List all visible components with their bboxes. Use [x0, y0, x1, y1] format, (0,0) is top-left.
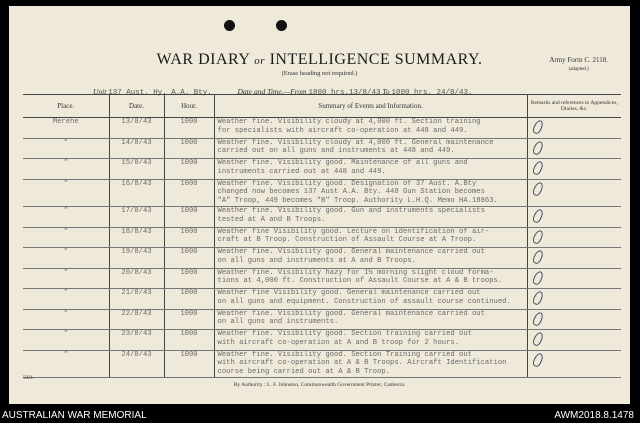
army-form-label: Army Form C. 2118. (adapted.) — [549, 56, 608, 72]
table-row — [23, 159, 621, 180]
place-cell: Merehe — [23, 118, 109, 139]
hour-cell: 1000 — [164, 289, 214, 310]
unit-line: Unit 137 Aust. Hy. A.A. Bty. Date and Time.—From 1800 hrs.13/8/43 To 1000 hrs. 24/8/43. — [93, 87, 473, 97]
table-row — [23, 309, 621, 330]
printer-footer: By Authority : L. F. Johnston, Commonwealth Government Printer, Canberra. — [233, 382, 406, 388]
check-mark-icon — [531, 180, 544, 196]
place-cell: " — [23, 350, 109, 378]
date-cell: 22/8/43 — [109, 309, 164, 330]
date-cell: 20/8/43 — [109, 268, 164, 289]
summary-cell: Weather fine. Visibility hazy for 1½ morning slight cloud forma- tions at 4,000 ft. Construction of Assault Course at A & B troops. — [214, 268, 527, 289]
col-header-hour: Hour. — [164, 95, 214, 118]
hour-cell: 1000 — [164, 309, 214, 330]
date-cell: 24/8/43 — [109, 350, 164, 378]
table-row — [23, 118, 621, 139]
place-cell: " — [23, 289, 109, 310]
summary-cell: Weather fine Visibility good. Lecture on identification of air- craft at B Troop. Construction of Assault Course at A Troop. — [214, 227, 527, 248]
header-row — [23, 95, 621, 118]
date-cell: 23/8/43 — [109, 330, 164, 351]
check-mark-icon — [531, 290, 544, 306]
date-cell: 15/8/43 — [109, 159, 164, 180]
date-cell: 21/8/43 — [109, 289, 164, 310]
hour-cell: 1000 — [164, 330, 214, 351]
archive-id: AWM2018.8.1478 — [554, 410, 634, 421]
date-cell: 14/8/43 — [109, 138, 164, 159]
date-cell: 16/8/43 — [109, 179, 164, 207]
place-cell: " — [23, 309, 109, 330]
diary-table — [23, 94, 621, 378]
table-row — [23, 227, 621, 248]
table-row — [23, 138, 621, 159]
hour-cell: 1000 — [164, 159, 214, 180]
remarks-cell — [527, 118, 621, 139]
summary-cell: Weather fine. Visibility cloudy at 4,000 ft. General maintenance carried out on all guns and instruments at 448 and 449. — [214, 138, 527, 159]
unit-value: 137 Aust. Hy. A.A. Bty. — [108, 89, 212, 97]
place-cell: " — [23, 268, 109, 289]
remarks-cell — [527, 350, 621, 378]
col-header-summary: Summary of Events and Information. — [214, 95, 527, 118]
col-header-place: Place. — [23, 95, 109, 118]
summary-cell: Weather fine. Visibility good. Section Training carried out with aircraft co-operation at A & B Troops. Aircraft Identification course being carried out at A & B Troop. — [214, 350, 527, 378]
remarks-cell — [527, 268, 621, 289]
remarks-cell — [527, 138, 621, 159]
remarks-cell — [527, 330, 621, 351]
hour-cell: 1000 — [164, 118, 214, 139]
table-row — [23, 179, 621, 207]
remarks-cell — [527, 159, 621, 180]
place-cell: " — [23, 179, 109, 207]
hour-cell: 1000 — [164, 207, 214, 228]
place-cell: " — [23, 248, 109, 269]
place-cell: " — [23, 138, 109, 159]
hour-cell: 1000 — [164, 350, 214, 378]
summary-cell: Weather fine. Visibility good. Section training carried out with aircraft co-operation at A and B troop for 2 hours. — [214, 330, 527, 351]
check-mark-icon — [531, 160, 544, 176]
page-subtitle: (Erase heading not required.) — [281, 70, 358, 77]
place-cell: " — [23, 227, 109, 248]
form-number: 5021. — [23, 376, 35, 381]
remarks-cell — [527, 227, 621, 248]
summary-cell: Weather fine. Visibility good. Maintenance of all guns and instruments carried out at 448 and 449. — [214, 159, 527, 180]
from-value: 1800 hrs.13/8/43 — [308, 89, 381, 97]
check-mark-icon — [531, 208, 544, 224]
page-title: WAR DIARY or INTELLIGENCE SUMMARY. — [156, 51, 483, 68]
table-row — [23, 289, 621, 310]
check-mark-icon — [531, 228, 544, 244]
hour-cell: 1000 — [164, 138, 214, 159]
check-mark-icon — [531, 310, 544, 326]
place-cell: " — [23, 159, 109, 180]
date-cell: 19/8/43 — [109, 248, 164, 269]
place-cell: " — [23, 330, 109, 351]
punch-hole — [276, 20, 287, 31]
remarks-cell — [527, 289, 621, 310]
remarks-cell — [527, 179, 621, 207]
hour-cell: 1000 — [164, 268, 214, 289]
col-header-remarks: Remarks and references to Appendices, Diaries, &c. — [527, 95, 621, 118]
to-value: 1000 hrs. 24/8/43. — [391, 89, 473, 97]
remarks-cell — [527, 248, 621, 269]
check-mark-icon — [531, 119, 544, 135]
remarks-cell — [527, 309, 621, 330]
diary-sheet — [9, 6, 630, 404]
table-row — [23, 207, 621, 228]
summary-cell: Weather fine. Visibility good. Designation of 37 Aust. A.Bty changed now becomes 137 Aust A.A. Bty. 448 Gun Station becomes "A" Troop, 449 becomes "B" Troop. Authority L.H.Q. Memo HA.18863. — [214, 179, 527, 207]
col-header-date: Date. — [109, 95, 164, 118]
check-mark-icon — [531, 351, 544, 367]
summary-cell: Weather fine. Visibility good. General maintenance carried out on all guns and instruments. — [214, 309, 527, 330]
punch-hole — [224, 20, 235, 31]
summary-cell: Weather fine. Visibility good. Gun and instruments specialists tested at A and B Troops. — [214, 207, 527, 228]
date-cell: 13/8/43 — [109, 118, 164, 139]
table-row — [23, 248, 621, 269]
archive-caption: AUSTRALIAN WAR MEMORIAL — [2, 410, 147, 421]
remarks-cell — [527, 207, 621, 228]
date-cell: 18/8/43 — [109, 227, 164, 248]
check-mark-icon — [531, 139, 544, 155]
check-mark-icon — [531, 249, 544, 265]
summary-cell: Weather fine. Visibility good. General maintenance carried out on all guns and instruments at A and B Troops. — [214, 248, 527, 269]
place-cell: " — [23, 207, 109, 228]
date-cell: 17/8/43 — [109, 207, 164, 228]
table-row — [23, 350, 621, 378]
check-mark-icon — [531, 269, 544, 285]
check-mark-icon — [531, 331, 544, 347]
hour-cell: 1000 — [164, 227, 214, 248]
hour-cell: 1000 — [164, 179, 214, 207]
table-row — [23, 330, 621, 351]
hour-cell: 1000 — [164, 248, 214, 269]
table-row — [23, 268, 621, 289]
summary-cell: Weather fine Visibility good. General maintenance carried out on all guns and equipment. Construction of assault course continued. — [214, 289, 527, 310]
summary-cell: Weather fine. Visibility cloudy at 4,000 ft. Section training for specialists with aircraft co-operation at 448 and 449. — [214, 118, 527, 139]
